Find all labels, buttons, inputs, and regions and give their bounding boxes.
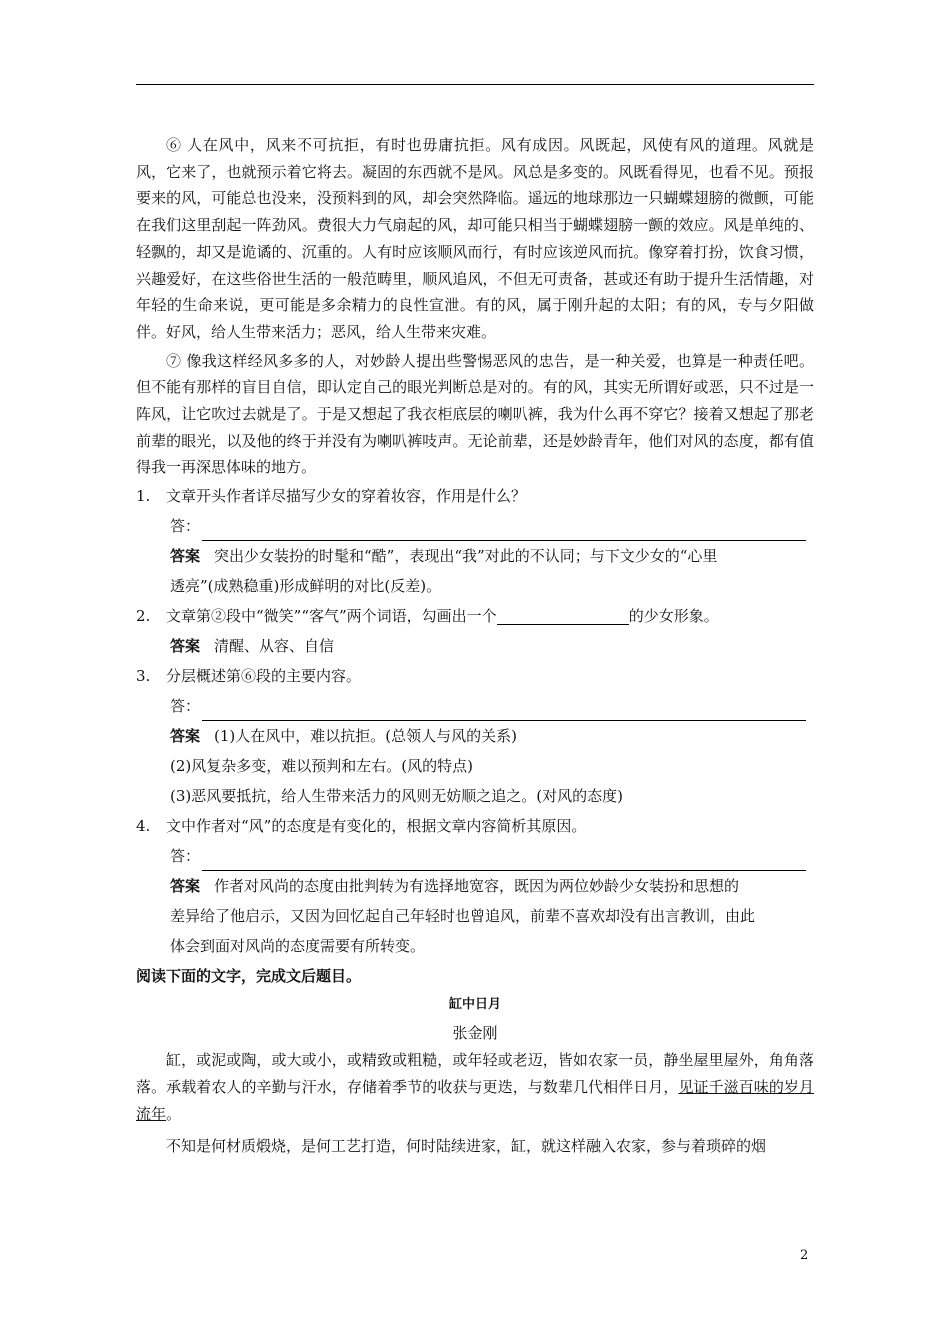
question-number: 1.: [136, 487, 151, 506]
question-number: 2.: [136, 607, 151, 626]
question-text: 文章开头作者详尽描写少女的穿着妆容，作用是什么？: [166, 487, 527, 506]
article-paragraph-1: 缸，或泥或陶，或大或小，或精致或粗糙，或年轻或老迈，皆如农家一员，静坐屋里屋外，角角落落。承载着农人的辛勤与汗水，存储着季节的收获与更迭，与数辈几代相伴日月，见证千滋百味的岁月流年。: [136, 1051, 814, 1123]
answer-continued: 透亮”(成熟稳重)形成鲜明的对比(反差)。: [170, 577, 442, 596]
answer-label: 答案: [170, 877, 201, 896]
fill-in-blank[interactable]: [497, 606, 629, 625]
answer-label: 答案: [170, 637, 201, 656]
paragraph-6: ⑥ 人在风中，风来不可抗拒，有时也毋庸抗拒。风有成因。风既起，风使有风的道理。风就是风，它来了，也就预示着它将去。凝固的东西就不是风。风总是多变的。风既看得见，也看不见。预报要来的风，可能总也没来，没预料到的风，却会突然降临。遥远的地球那边一只蝴蝶翅膀的微颤，可能在我们这里刮起一阵劲风。费很大力气扇起的风，却可能只相当于蝴蝶翅膀一颤的效应。风是单纯的、轻飘的，却又是诡谲的、沉重的。人有时应该顺风而行，有时应该逆风而抗。像穿着打扮，饮食习惯，兴趣爱好，在这些俗世生活的一般范畴里，顺风追风，不但无可责备，甚或还有助于提升生活情趣，对年轻的生命来说，更可能是多余精力的良性宣泄。有的风，属于刚升起的太阳；有的风，专与夕阳做伴。好风，给人生带来活力；恶风，给人生带来灾难。: [136, 136, 814, 341]
question-number: 4.: [136, 817, 151, 836]
answer-continued: 差异给了他启示，又因为回忆起自己年轻时也曾追风，前辈不喜欢却没有出言教训，由此: [170, 907, 756, 926]
answer: 答案 作者对风尚的态度由批判转为有选择地宽容，既因为两位妙龄少女装扮和思想的: [170, 877, 740, 896]
answer-field[interactable]: 答：: [136, 841, 814, 871]
question-1: [136, 481, 814, 601]
answer-continued: (3)恶风要抵抗，给人生带来活力的风则无妨顺之追之。(对风的态度): [170, 787, 623, 806]
paragraph-7: ⑦ 像我这样经风多多的人，对妙龄人提出些警惕恶风的忠告，是一种关爱，也算是一种责任吧。但不能有那样的盲目自信，即认定自己的眼光判断总是对的。有的风，其实无所谓好或恶，只不过是一阵风，让它吹过去就是了。于是又想起了我衣柜底层的喇叭裤，我为什么再不穿它？接着又想起了那老前辈的眼光，以及他的终于并没有为喇叭裤吱声。无论前辈，还是妙龄青年，他们对风的态度，都有值得我一再深思体味的地方。: [136, 351, 814, 477]
question-2: 2. 文章第②段中“微笑”“客气”两个词语，勾画出一个 的少女形象。 答案 清醒、从容、自信: [136, 601, 814, 661]
answer: 答案 (1)人在风中，难以抗拒。(总领人与风的关系): [170, 727, 517, 746]
section-heading: 阅读下面的文字，完成文后题目。: [136, 967, 362, 986]
answer-continued: (2)风复杂多变，难以预判和左右。(风的特点): [170, 757, 473, 776]
question-number: 3.: [136, 667, 151, 686]
underlined-phrase: 见证千滋百味的岁月流年: [136, 1077, 814, 1123]
answer-continued: 体会到面对风尚的态度需要有所转变。: [170, 937, 426, 956]
article-author: 张金刚: [452, 1024, 498, 1043]
question-3: [136, 661, 814, 811]
answer-label: 答案: [170, 547, 201, 566]
article-title: 缸中日月: [448, 997, 501, 1013]
answer: 答案 突出少女装扮的时髦和“酷”，表现出“我”对此的不认同；与下文少女的“心里: [170, 547, 718, 566]
question-text: 文章第②段中“微笑”“客气”两个词语，勾画出一个: [166, 607, 497, 626]
page-number: 2: [800, 1248, 809, 1263]
answer-field[interactable]: 答：: [136, 511, 814, 541]
article-paragraph-2: 不知是何材质煅烧，是何工艺打造，何时陆续进家，缸，就这样融入农家，参与着琐碎的烟: [166, 1137, 767, 1156]
question-text: 文中作者对“风”的态度是有变化的，根据文章内容简析其原因。: [166, 817, 587, 836]
answer-label: 答案: [170, 727, 201, 746]
page-content: [136, 132, 814, 1160]
question-4: [136, 811, 814, 961]
answer: 答案 清醒、从容、自信: [170, 637, 335, 656]
answer-field[interactable]: 答：: [136, 691, 814, 721]
header-rule: [136, 84, 814, 85]
question-text: 分层概述第⑥段的主要内容。: [166, 667, 362, 686]
